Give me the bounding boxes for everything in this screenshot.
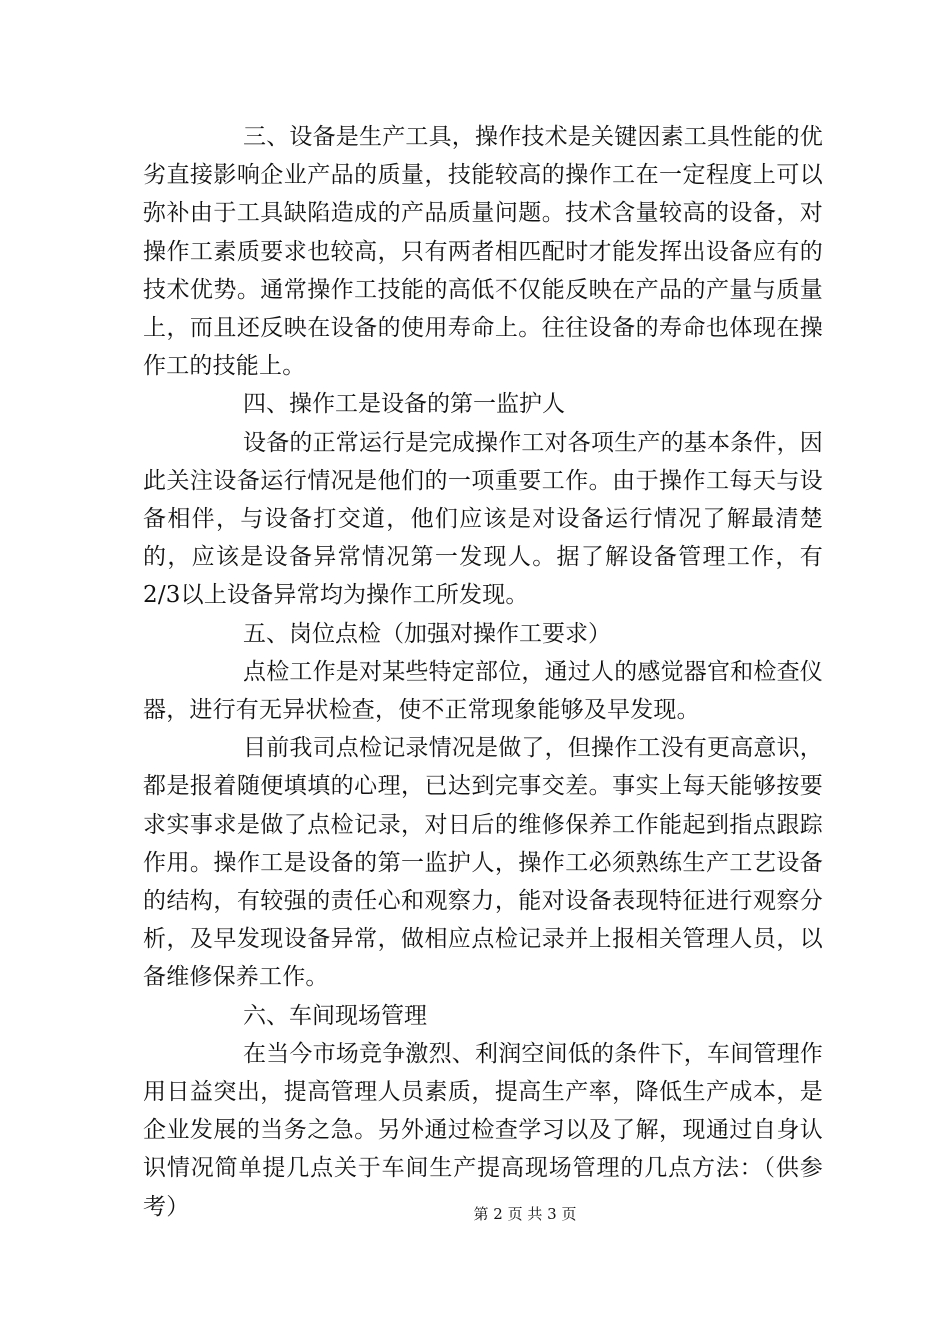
paragraph-section-6: 在当今市场竞争激烈、利润空间低的条件下，车间管理作用日益突出，提高管理人员素质，提高生产率，降低生产成本，是企业发展的当务之急。另外通过检查学习以及了解，现通过自身认识情况简单提几点关于车间生产提高现场管理的几点方法：（供参考）: [143, 1040, 823, 1220]
page-number-footer: 第 2 页 共 3 页: [473, 1205, 577, 1223]
paragraph-section-5-b: 目前我司点检记录情况是做了，但操作工没有更高意识，都是报着随便填填的心理，已达到完事交差。事实上每天能够按要求实事求是做了点检记录，对日后的维修保养工作能起到指点跟踪作用。操作工是设备的第一监护人，操作工必须熟练生产工艺设备的结构，有较强的责任心和观察力，能对设备表现特征进行观察分析，及早发现设备异常，做相应点检记录并上报相关管理人员，以备维修保养工作。: [143, 735, 823, 991]
paragraph-section-5-a: 点检工作是对某些特定部位，通过人的感觉器官和检查仪器，进行有无异状检查，使不正常现象能够及早发现。: [143, 658, 823, 724]
heading-section-4: 四、操作工是设备的第一监护人: [243, 391, 565, 418]
heading-section-6: 六、车间现场管理: [243, 1002, 427, 1029]
heading-section-5: 五、岗位点检（加强对操作工要求）: [243, 620, 611, 647]
document-body: [143, 118, 823, 1226]
paragraph-section-3: 三、设备是生产工具，操作技术是关键因素工具性能的优劣直接影响企业产品的质量，技能较高的操作工在一定程度上可以弥补由于工具缺陷造成的产品质量问题。技术含量较高的设备，对操作工素质要求也较高，只有两者相匹配时才能发挥出设备应有的技术优势。通常操作工技能的高低不仅能反映在产品的产量与质量上，而且还反映在设备的使用寿命上。往往设备的寿命也体现在操作工的技能上。: [143, 124, 823, 380]
paragraph-section-4: 设备的正常运行是完成操作工对各项生产的基本条件，因此关注设备运行情况是他们的一项重要工作。由于操作工每天与设备相伴，与设备打交道，他们应该是对设备运行情况了解最清楚的，应该是设备异常情况第一发现人。据了解设备管理工作，有2/3以上设备异常均为操作工所发现。: [143, 429, 823, 609]
